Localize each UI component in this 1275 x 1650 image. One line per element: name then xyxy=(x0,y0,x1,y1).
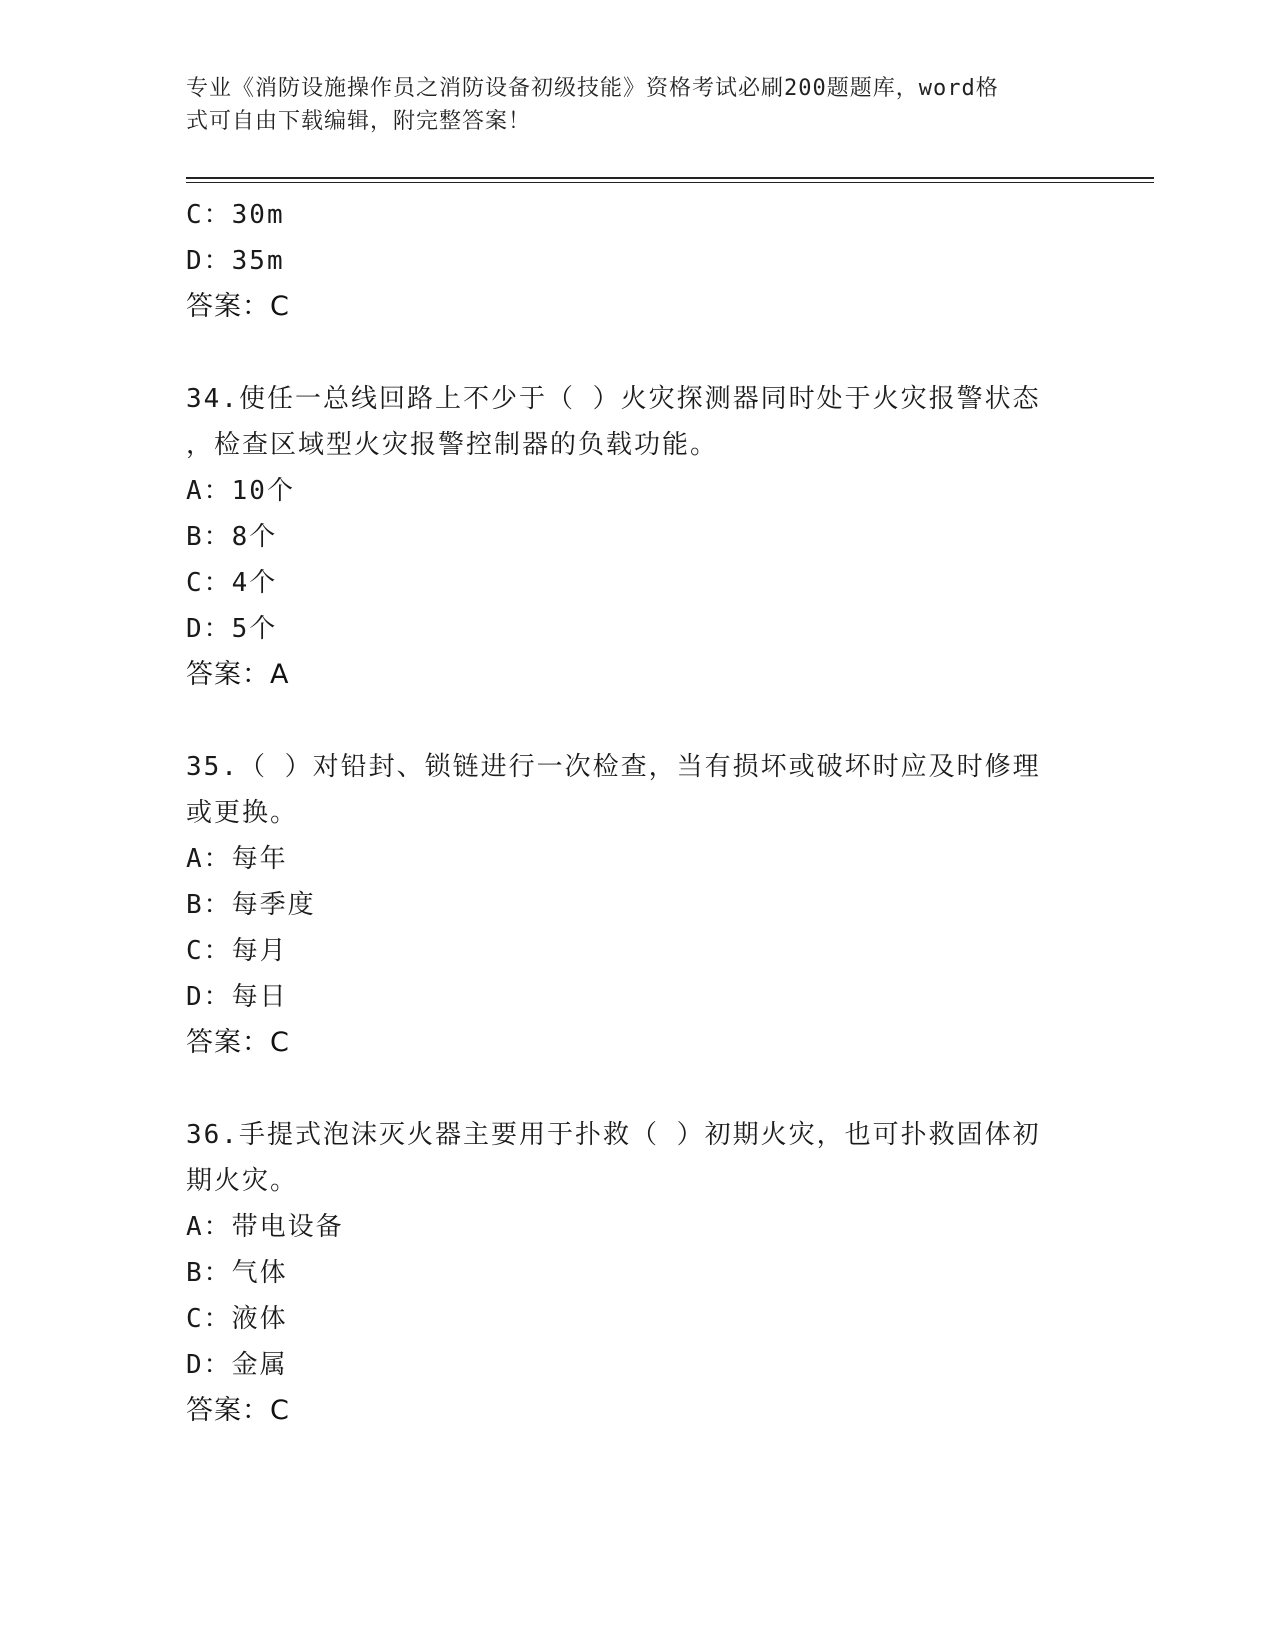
option-a: A：带电设备 xyxy=(186,1212,344,1242)
question-33-tail xyxy=(186,192,1086,330)
spacer xyxy=(186,1066,1086,1112)
answer-line: 答案：C xyxy=(186,291,290,322)
spacer xyxy=(186,330,1086,376)
question-stem-line2: 期火灾。 xyxy=(186,1166,299,1196)
option-b: B：每季度 xyxy=(186,890,316,920)
option-c: C：每月 xyxy=(186,936,288,966)
question-stem-line2: 或更换。 xyxy=(186,798,299,828)
option-c: C：30m xyxy=(186,200,285,230)
option-b: B：气体 xyxy=(186,1258,288,1288)
header-title-line1: 专业《消防设施操作员之消防设备初级技能》资格考试必刷200题题库，word格 xyxy=(186,76,999,101)
answer-line: 答案：C xyxy=(186,1027,290,1058)
question-stem-line1: 34.使任一总线回路上不少于（ ）火灾探测器同时处于火灾报警状态 xyxy=(186,384,1041,414)
header-title-line2: 式可自由下载编辑，附完整答案！ xyxy=(186,109,532,134)
option-a: A：每年 xyxy=(186,844,288,874)
question-stem-line1: 35.（ ）对铅封、锁链进行一次检查，当有损坏或破坏时应及时修理 xyxy=(186,752,1041,782)
option-d: D：每日 xyxy=(186,982,288,1012)
question-stem-line2: ，检查区域型火灾报警控制器的负载功能。 xyxy=(186,430,719,460)
option-d: D：35m xyxy=(186,246,285,276)
document-header xyxy=(186,72,1066,138)
answer-line: 答案：A xyxy=(186,659,290,690)
question-stem-line1: 36.手提式泡沫灭火器主要用于扑救（ ）初期火灾，也可扑救固体初 xyxy=(186,1120,1041,1150)
option-d: D：5个 xyxy=(186,614,278,644)
question-list xyxy=(186,192,1086,1434)
header-divider-thick xyxy=(186,177,1154,179)
question-36 xyxy=(186,1112,1086,1434)
question-35 xyxy=(186,744,1086,1066)
answer-line: 答案：C xyxy=(186,1395,290,1426)
option-a: A：10个 xyxy=(186,476,295,506)
spacer xyxy=(186,698,1086,744)
option-c: C：液体 xyxy=(186,1304,288,1334)
option-b: B：8个 xyxy=(186,522,278,552)
question-34 xyxy=(186,376,1086,698)
option-c: C：4个 xyxy=(186,568,278,598)
header-divider-thin xyxy=(186,182,1154,183)
option-d: D：金属 xyxy=(186,1350,288,1380)
